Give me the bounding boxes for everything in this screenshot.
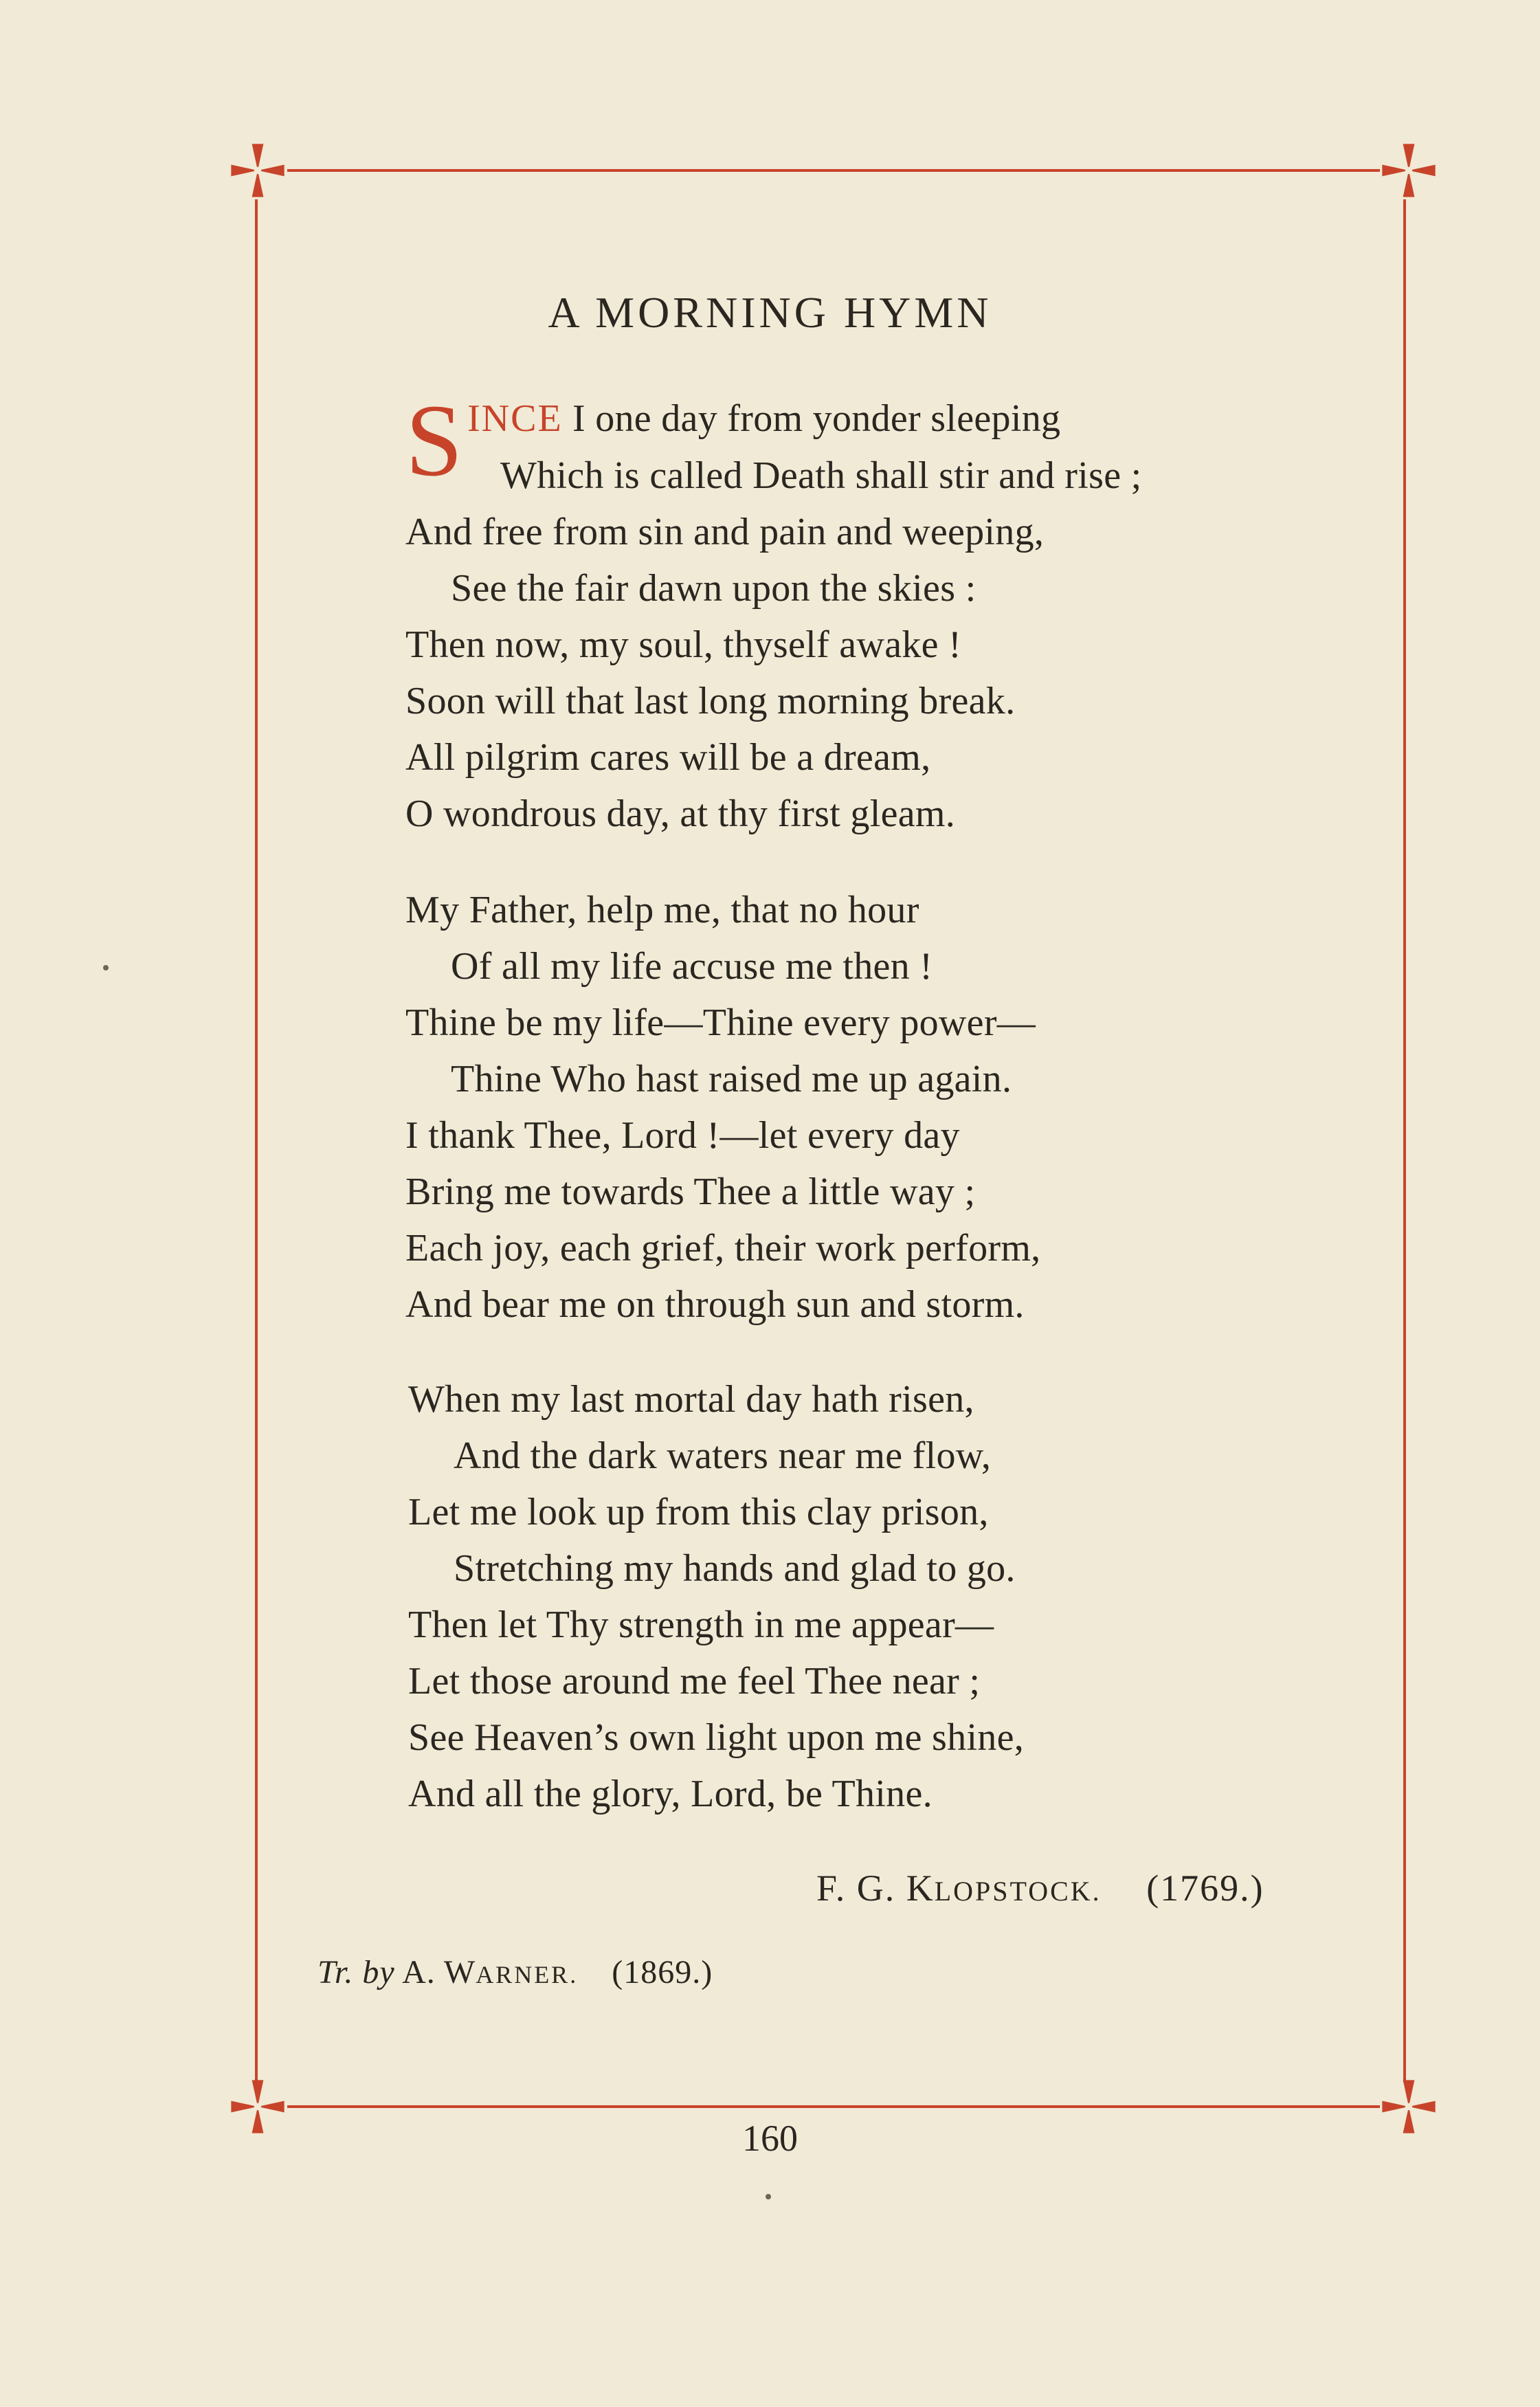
translator-initial: A. W	[402, 1954, 476, 1990]
poem-line: Stretching my hands and glad to go.	[454, 1547, 1016, 1590]
border-left	[255, 199, 258, 2083]
first-line-rest: I one day from yonder sleeping	[562, 397, 1061, 440]
poem-line	[467, 397, 1060, 441]
poem-line: Then let Thy strength in me appear—	[408, 1604, 994, 1646]
poem-line: Thine Who hast raised me up again.	[451, 1058, 1012, 1100]
poem-line: O wondrous day, at thy first gleam.	[405, 792, 956, 835]
poem-line: Bring me towards Thee a little way ;	[405, 1171, 976, 1213]
poem-line: Each joy, each grief, their work perform,	[405, 1227, 1041, 1269]
border-right	[1403, 199, 1406, 2083]
border-top	[287, 169, 1380, 172]
author-attribution	[816, 1867, 1264, 1909]
first-word-caps: INCE	[467, 397, 563, 440]
translator-prefix: Tr. by	[317, 1954, 395, 1990]
translator-surname: ARNER.	[476, 1961, 579, 1988]
page-number: 160	[742, 2118, 798, 2159]
author-year: (1769.)	[1146, 1867, 1264, 1909]
poem-line: And free from sin and pain and weeping,	[405, 511, 1045, 553]
poem-line: Of all my life accuse me then !	[451, 945, 933, 988]
author-surname: LOPSTOCK.	[934, 1876, 1102, 1907]
border-bottom	[287, 2105, 1380, 2108]
poem-line: See Heaven’s own light upon me shine,	[408, 1716, 1025, 1759]
poem-line: Soon will that last long morning break.	[405, 680, 1016, 722]
translator-year: (1869.)	[612, 1954, 713, 1990]
poem-line: My Father, help me, that no hour	[405, 889, 919, 931]
poem-line: I thank Thee, Lord !—let every day	[405, 1114, 960, 1157]
poem-line: All pilgrim cares will be a dream,	[405, 736, 931, 779]
poem-line: See the fair dawn upon the skies :	[451, 567, 977, 610]
poem-title: A MORNING HYMN	[548, 288, 992, 337]
poem-line: Then now, my soul, thyself awake !	[405, 623, 962, 666]
poem-line: And all the glory, Lord, be Thine.	[408, 1773, 933, 1815]
paper-speck	[766, 2194, 771, 2199]
poem-line: Which is called Death shall stir and rise ;	[500, 454, 1142, 497]
translator-credit	[317, 1953, 713, 1991]
poem-line: When my last mortal day hath risen,	[408, 1378, 974, 1421]
cross-ornament-icon	[1380, 142, 1438, 199]
poem-line: Let me look up from this clay prison,	[408, 1491, 989, 1533]
drop-cap: S	[405, 384, 463, 498]
cross-ornament-icon	[229, 142, 287, 199]
poem-line: And the dark waters near me flow,	[454, 1434, 992, 1477]
paper-speck	[103, 965, 109, 970]
poem-line: Thine be my life—Thine every power—	[405, 1001, 1036, 1044]
author-initials: F. G. K	[816, 1867, 935, 1909]
poem-line: Let those around me feel Thee near ;	[408, 1660, 981, 1702]
poem-line: And bear me on through sun and storm.	[405, 1283, 1025, 1326]
